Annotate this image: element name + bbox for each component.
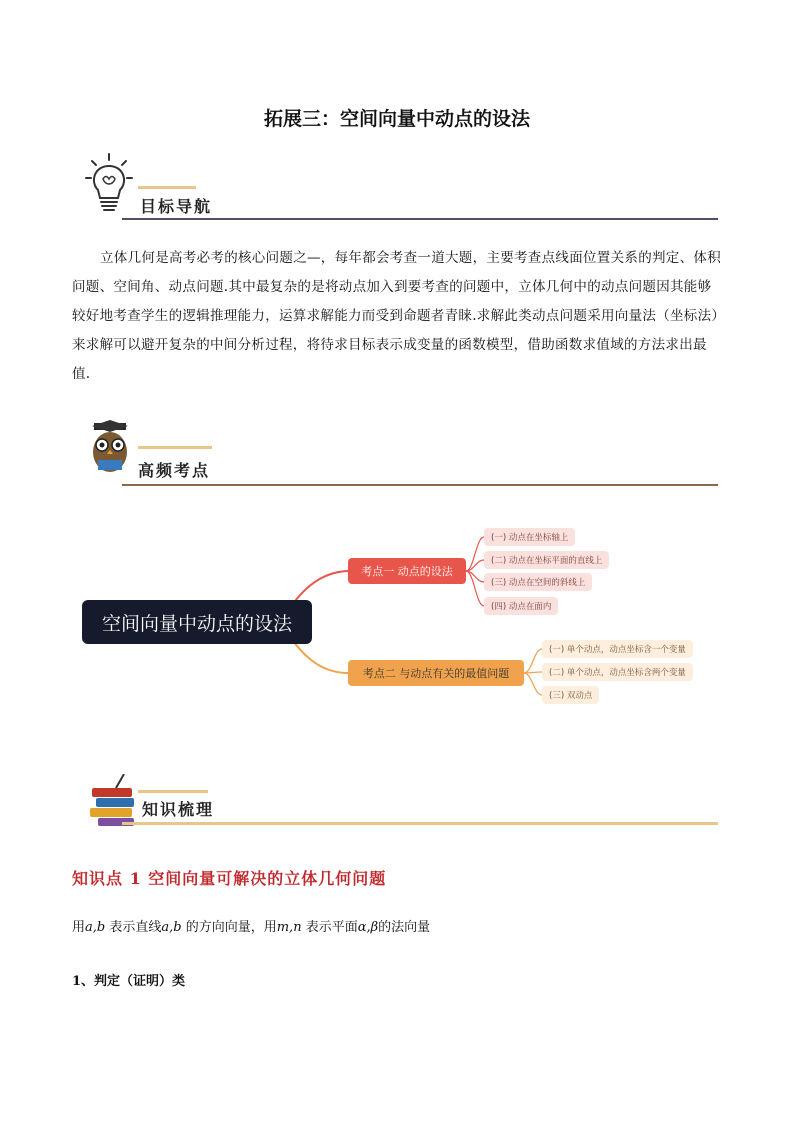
lightbulb-icon	[84, 152, 134, 218]
mindmap-leaf: (四) 动点在面内	[484, 597, 558, 615]
mindmap-leaf: (一) 动点在坐标轴上	[484, 528, 575, 546]
mindmap-leaf: (三) 动点在空间的斜线上	[484, 573, 592, 591]
text-segment: 的法向量	[378, 920, 431, 935]
text-segment: 用	[72, 920, 86, 935]
planes-symbol: α,β	[357, 920, 379, 935]
knowledge-point-1-title: 知识点 1 空间向量可解决的立体几何问题	[72, 869, 387, 888]
mindmap-root: 空间向量中动点的设法	[82, 600, 312, 644]
owl-scholar-icon	[88, 420, 132, 476]
section-title-hot: 高频考点	[138, 461, 211, 480]
text-segment: 的方向向量，用	[181, 920, 277, 935]
mindmap-branch-2: 考点二 与动点有关的最值问题	[348, 660, 524, 686]
section-title-goal: 目标导航	[140, 197, 213, 216]
knowledge-point-1-text	[72, 916, 430, 935]
text-segment: 表示直线	[105, 920, 162, 935]
direction-vectors: a,b	[85, 920, 106, 935]
item-1-heading: 1、判定（证明）类	[72, 974, 186, 989]
page-title: 拓展三：空间向量中动点的设法	[263, 108, 530, 130]
section-header-goal	[82, 152, 718, 222]
mindmap-leaf: (三) 双动点	[542, 686, 599, 704]
lines-symbol: a,b	[161, 920, 182, 935]
section-header-knowledge	[82, 770, 718, 840]
normal-vectors: m,n	[276, 920, 302, 935]
mindmap-branch-1: 考点一 动点的设法	[348, 558, 466, 584]
mindmap-leaf: (二) 动点在坐标平面的直线上	[484, 551, 609, 569]
mindmap	[70, 520, 730, 720]
mindmap-leaf: (一) 单个动点，动点坐标含一个变量	[542, 640, 693, 658]
section-header-hot	[82, 418, 718, 488]
intro-paragraph: 立体几何是高考必考的核心问题之—，每年都会考查一道大题，主要考查点线面位置关系的判定、体积问题、空间角、动点问题.其中最复杂的是将动点加入到要考查的问题中，立体几何中的动点问题因其能够较好地考查学生的逻辑推理能力，运算求解能力而受到命题者青睐.求解此类动点问题采用向量法（坐标法）来求解可以避开复杂的中间分析过程，将待求目标表示成变量的函数模型，借助函数求值域的方法求出最值.	[72, 250, 721, 382]
mindmap-leaf: (二) 单个动点，动点坐标含两个变量	[542, 663, 693, 681]
text-segment: 表示平面	[301, 920, 358, 935]
section-title-knowledge: 知识梳理	[142, 800, 215, 819]
